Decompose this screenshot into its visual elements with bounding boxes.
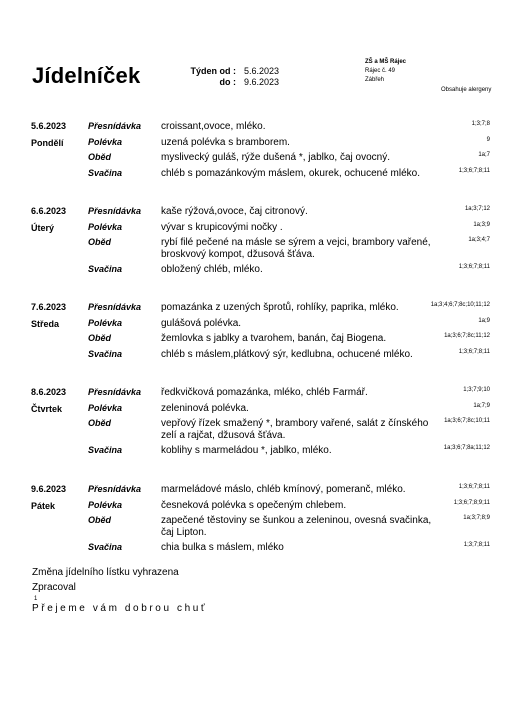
meal-type: Polévka bbox=[88, 500, 123, 510]
meal-type: Polévka bbox=[88, 403, 123, 413]
meal-type: Přesnídávka bbox=[88, 121, 142, 131]
meal-allergens: 1a;3;6;7;8c;10;11 bbox=[444, 418, 490, 424]
meal-type: Polévka bbox=[88, 318, 123, 328]
meal-description: zapečené těstoviny se šunkou a zeleninou, ovesná svačinka, čaj Lipton. bbox=[161, 515, 432, 538]
meal-description: marmeládové máslo, chléb kmínový, pomeranč, mléko. bbox=[161, 484, 406, 495]
meal-allergens: 9 bbox=[486, 137, 490, 143]
school-info bbox=[365, 58, 406, 85]
meal-description: ředkvičková pomazánka, mléko, chléb Farmář. bbox=[161, 387, 368, 398]
meal-type: Polévka bbox=[88, 137, 123, 147]
meal-type: Svačina bbox=[88, 445, 123, 455]
day-name: Středa bbox=[31, 319, 60, 329]
meal-description: vepřový řízek smažený *, brambory vařené, salát z čínského zelí a rajčat, džusová šťáva. bbox=[161, 418, 429, 441]
meal-description: vývar s krupicovými nočky . bbox=[161, 222, 283, 233]
week-from-value: 5.6.2023 bbox=[244, 66, 280, 76]
meal-allergens: 1a;7 bbox=[478, 152, 490, 158]
meal-allergens: 1;3;6;7;8;11 bbox=[458, 168, 490, 174]
meal-type: Oběd bbox=[88, 515, 112, 525]
meal-type: Přesnídávka bbox=[88, 302, 142, 312]
week-from-label: Týden od : bbox=[190, 66, 236, 76]
school-city: Zábřeh bbox=[365, 77, 385, 83]
meal-type: Oběd bbox=[88, 237, 112, 247]
school-address: Rájec č. 49 bbox=[365, 68, 396, 74]
week-to-value: 9.6.2023 bbox=[244, 77, 280, 87]
meal-allergens: 1;3;6;7;8;9;11 bbox=[453, 500, 490, 506]
allergen-note: Obsahuje alergeny bbox=[441, 87, 492, 93]
meal-description: chléb s máslem,plátkový sýr, kedlubna, ochucené mléko. bbox=[161, 349, 413, 360]
meal-type: Svačina bbox=[88, 264, 123, 274]
meal-type: Přesnídávka bbox=[88, 387, 142, 397]
meal-description: gulášová polévka. bbox=[161, 318, 242, 329]
day-name: Pátek bbox=[31, 501, 56, 511]
meal-type: Přesnídávka bbox=[88, 484, 142, 494]
meal-allergens: 1;3;7;8;11 bbox=[463, 542, 490, 548]
meal-description: pomazánka z uzených šprotů, rohlíky, paprika, mléko. bbox=[161, 302, 399, 313]
meal-description: myslivecký guláš, rýže dušená *, jablko, čaj ovocný. bbox=[161, 152, 390, 163]
meal-allergens: 1a;3;7;8;9 bbox=[463, 515, 490, 521]
meal-description: kaše rýžová,ovoce, čaj citronový. bbox=[161, 206, 308, 217]
day-date: 6.6.2023 bbox=[31, 206, 67, 216]
meal-description: koblihy s marmeládou *, jablko, mléko. bbox=[161, 445, 332, 456]
meal-allergens: 1a;3;6;7;8a;11;12 bbox=[443, 445, 490, 451]
day-date: 7.6.2023 bbox=[31, 302, 67, 312]
day-name: Úterý bbox=[31, 223, 55, 233]
meal-description: obložený chléb, mléko. bbox=[161, 264, 263, 275]
meal-allergens: 1;3;7;8 bbox=[471, 121, 490, 127]
day-name: Čtvrtek bbox=[31, 404, 63, 414]
meal-allergens: 1a;3;9 bbox=[473, 222, 490, 228]
meal-allergens: 1a;3;4;7 bbox=[468, 237, 490, 243]
meal-allergens: 1a;3;4;6;7;8c;10;11;12 bbox=[430, 302, 490, 308]
meal-description: chia bulka s máslem, mléko bbox=[161, 542, 284, 553]
meal-allergens: 1a;3;7;12 bbox=[464, 206, 490, 212]
day-date: 5.6.2023 bbox=[31, 121, 67, 131]
meal-description: česneková polévka s opečeným chlebem. bbox=[161, 500, 347, 511]
meal-type: Svačina bbox=[88, 542, 123, 552]
prepared-by: Zpracoval bbox=[32, 582, 76, 593]
meal-description: žemlovka s jablky a tvarohem, banán, čaj Biogena. bbox=[161, 333, 387, 344]
meal-allergens: 1;3;6;7;8;11 bbox=[458, 484, 490, 490]
school-name: ZŠ a MŠ Rájec bbox=[365, 59, 407, 65]
page-title: Jídelníček bbox=[32, 63, 141, 88]
meal-type: Oběd bbox=[88, 333, 112, 343]
change-note: Změna jídelního lístku vyhrazena bbox=[32, 567, 179, 578]
meal-description: rybí filé pečené na másle se sýrem a vejci, brambory vařené, broskvový kompot, džusová šťáva. bbox=[161, 237, 431, 260]
day-date: 9.6.2023 bbox=[31, 484, 67, 494]
meal-description: chléb s pomazánkovým máslem, okurek, ochucené mléko. bbox=[161, 168, 421, 179]
meal-allergens: 1;3;6;7;8;11 bbox=[458, 264, 490, 270]
footer-mark: 1 bbox=[34, 596, 38, 602]
meal-allergens: 1a;3;6;7;8c;11;12 bbox=[444, 333, 490, 339]
wish-text: Přejeme vám dobrou chuť bbox=[32, 603, 208, 614]
meal-type: Svačina bbox=[88, 168, 123, 178]
meal-description: zeleninová polévka. bbox=[161, 403, 249, 414]
day-date: 8.6.2023 bbox=[31, 387, 67, 397]
meal-allergens: 1;3;7;9;10 bbox=[463, 387, 490, 393]
day-name: Pondělí bbox=[31, 138, 64, 148]
meal-allergens: 1a;9 bbox=[478, 318, 490, 324]
meal-type: Oběd bbox=[88, 152, 112, 162]
meal-type: Svačina bbox=[88, 349, 123, 359]
meal-description: uzená polévka s bramborem. bbox=[161, 137, 290, 148]
meal-allergens: 1a;7;9 bbox=[473, 403, 490, 409]
week-to-label: do : bbox=[219, 77, 236, 87]
meal-type: Polévka bbox=[88, 222, 123, 232]
meal-type: Oběd bbox=[88, 418, 112, 428]
meal-type: Přesnídávka bbox=[88, 206, 142, 216]
meal-description: croissant,ovoce, mléko. bbox=[161, 121, 266, 132]
meal-allergens: 1;3;6;7;8;11 bbox=[458, 349, 490, 355]
